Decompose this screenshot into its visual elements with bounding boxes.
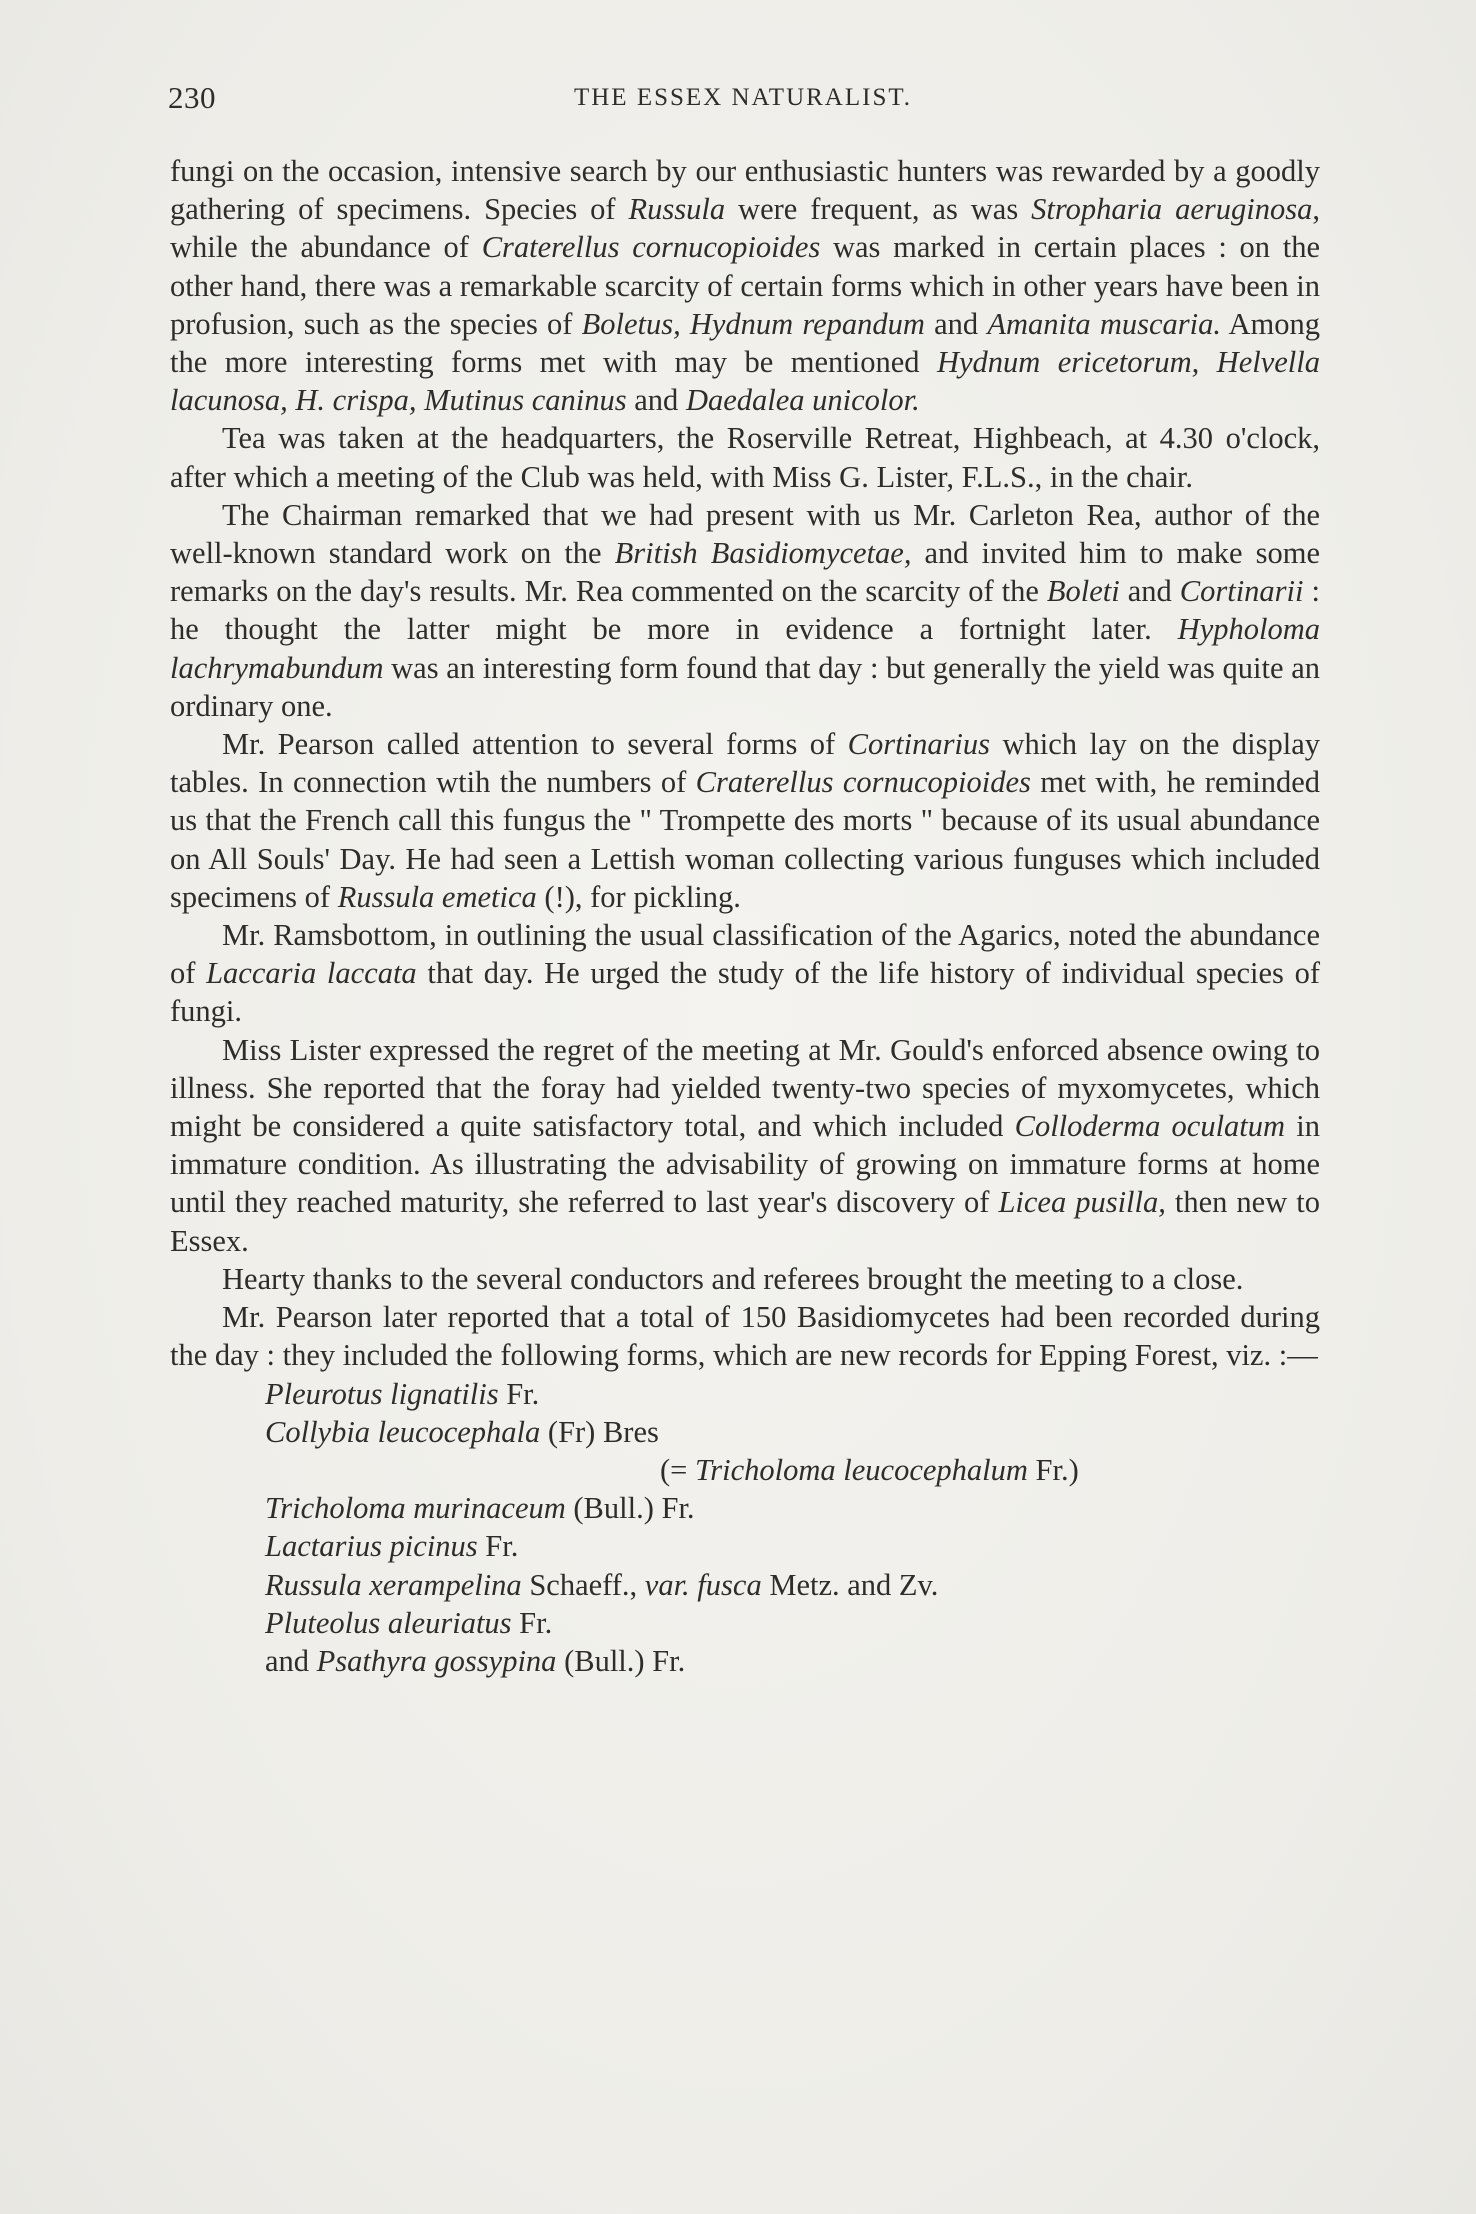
species-list (170, 1375, 1320, 1681)
species-list-item (265, 1489, 1320, 1527)
text-run: and (924, 306, 988, 341)
paragraph (170, 916, 1320, 1031)
italic-text-run: British Basidiomycetae, (614, 536, 912, 571)
italic-text-run: Craterellus cornucopioides (481, 230, 821, 265)
italic-text-run: Colloderma oculatum (1014, 1109, 1286, 1144)
italic-text-run: Daedalea unicolor. (685, 383, 920, 418)
paragraph (170, 1260, 1320, 1298)
italic-text-run: var. fusca (644, 1567, 762, 1602)
italic-text-run: Collybia leucocephala (265, 1414, 541, 1449)
italic-text-run: Laccaria laccata (206, 956, 417, 991)
paragraph (170, 419, 1320, 495)
italic-text-run: Russula (628, 192, 726, 227)
text-run: that day. He urged the study of the life history of individual species of fungi. (170, 956, 1320, 1029)
page-number: 230 (168, 80, 216, 115)
species-list-item (265, 1604, 1320, 1642)
text-run: was an interesting form found that day : but generally the yield was quite an ordinary one. (170, 650, 1320, 723)
species-list-item (265, 1413, 1320, 1451)
text-run: (Bull.) Fr. (556, 1643, 686, 1678)
text-run: , while the abundance of (170, 192, 1320, 265)
italic-text-run: Hypholoma lachrymabundum (170, 612, 1320, 685)
text-run: Tea was taken at the headquarters, the Roserville Retreat, Highbeach, at 4.30 o'clock, after which a meeting of the Club was held, with Miss G. Lister, F.L.S., in the chair. (170, 421, 1320, 494)
species-list-item (265, 1527, 1320, 1565)
paragraph (170, 1298, 1320, 1374)
text-run: Miss Lister expressed the regret of the meeting at Mr. Gould's enforced absence owing to illness. She reported that the foray had yielded twenty-two species of myxomycetes, which might be considered a quite satisfactory total, and which included (170, 1032, 1320, 1144)
italic-text-run: Tricholoma leucocephalum (694, 1452, 1028, 1487)
text-run: (Bull.) Fr. (565, 1491, 695, 1526)
paragraph (170, 496, 1320, 725)
italic-text-run: Russula xerampelina (265, 1567, 522, 1602)
italic-text-run: Boletus, Hydnum repandum (581, 306, 925, 341)
text-run: Among the more interesting forms met with may be mentioned (170, 306, 1320, 380)
italic-text-run: Cortinarius (847, 727, 991, 762)
text-run: : he thought the latter might be more in evidence a fortnight later. (170, 574, 1320, 647)
text-run: Fr. (498, 1376, 540, 1411)
text-run: (= (660, 1452, 695, 1487)
italic-text-run: Craterellus cornucopioides (695, 765, 1031, 800)
text-run: Mr. Pearson called attention to several forms of (222, 727, 848, 762)
paragraph (170, 1031, 1320, 1260)
italic-text-run: Pluteolus aleuriatus (265, 1605, 512, 1640)
text-run: (!), for pickling. (536, 879, 741, 914)
italic-text-run: Hydnum ericetorum, Helvella lacunosa, H. crispa, Mutinus caninus (170, 345, 1320, 418)
italic-text-run: Psathyra gossypina (316, 1643, 557, 1678)
species-list-item (265, 1642, 1320, 1680)
italic-text-run: Stropharia aeruginosa (1031, 192, 1313, 227)
italic-text-run: Tricholoma murinaceum (265, 1491, 566, 1526)
italic-text-run: Pleurotus lignatilis (265, 1376, 499, 1411)
species-list-item (265, 1566, 1320, 1604)
text-run: The Chairman remarked that we had present with us Mr. Carleton Rea, author of the well-known standard work on the (170, 497, 1320, 571)
text-run: Mr. Pearson later reported that a total of 150 Basidiomycetes had been recorded during the day : they included the following forms, which are new records for Epping Forest, viz. :— (170, 1300, 1320, 1373)
text-run: Mr. Ramsbottom, in outlining the usual classification of the Agarics, noted the abundance of (170, 918, 1320, 991)
text-run: was marked in certain places : on the other hand, there was a remarkable scarcity of certain forms which in other years have been in profusion, such as the species of (170, 230, 1320, 341)
italic-text-run: Licea pusilla, (998, 1185, 1166, 1220)
text-run: Fr. (511, 1605, 553, 1640)
text-run: and (1119, 574, 1180, 609)
italic-text-run: Amanita muscaria. (987, 306, 1221, 341)
text-run: met with, he reminded us that the French call this fungus the " Trompette des morts " because of its usual abundance on All Souls' Day. He had seen a Lettish woman collecting various funguses which included specimens of (170, 765, 1320, 914)
paragraph (170, 152, 1320, 419)
text-run: Fr.) (1027, 1452, 1079, 1487)
running-title: THE ESSEX NATURALIST. (573, 84, 913, 111)
text-run: were frequent, as was (725, 192, 1032, 227)
text-run: which lay on the display tables. In connection wtih the numbers of (170, 727, 1320, 800)
running-head (168, 80, 1318, 124)
paragraph (170, 725, 1320, 916)
text-run: Schaeff., (521, 1567, 645, 1602)
species-list-item (265, 1375, 1320, 1413)
italic-text-run: Lactarius picinus (265, 1529, 478, 1564)
italic-text-run: Boleti (1046, 574, 1120, 609)
species-list-item-continuation (660, 1451, 1320, 1489)
text-run: Hearty thanks to the several conductors and referees brought the meeting to a close. (222, 1261, 1244, 1296)
text-run: and (626, 383, 686, 418)
text-run: Metz. and Zv. (761, 1567, 939, 1602)
italic-text-run: Cortinarii (1179, 574, 1304, 609)
text-run: and invited him to make some remarks on the day's results. Mr. Rea commented on the scarcity of the (170, 536, 1321, 609)
text-run: Fr. (477, 1529, 519, 1564)
text-run: and (265, 1643, 317, 1678)
text-run: then new to Essex. (170, 1185, 1320, 1258)
text-run: in immature condition. As illustrating the advisability of growing on immature forms at home until they reached maturity, she referred to last year's discovery of (170, 1109, 1320, 1220)
text-run: (Fr) Bres (540, 1414, 659, 1449)
italic-text-run: Russula emetica (337, 879, 537, 914)
body-text (170, 152, 1320, 1680)
text-run: fungi on the occasion, intensive search by our enthusiastic hunters was rewarded by a goodly gathering of specimens. Species of (170, 154, 1320, 227)
